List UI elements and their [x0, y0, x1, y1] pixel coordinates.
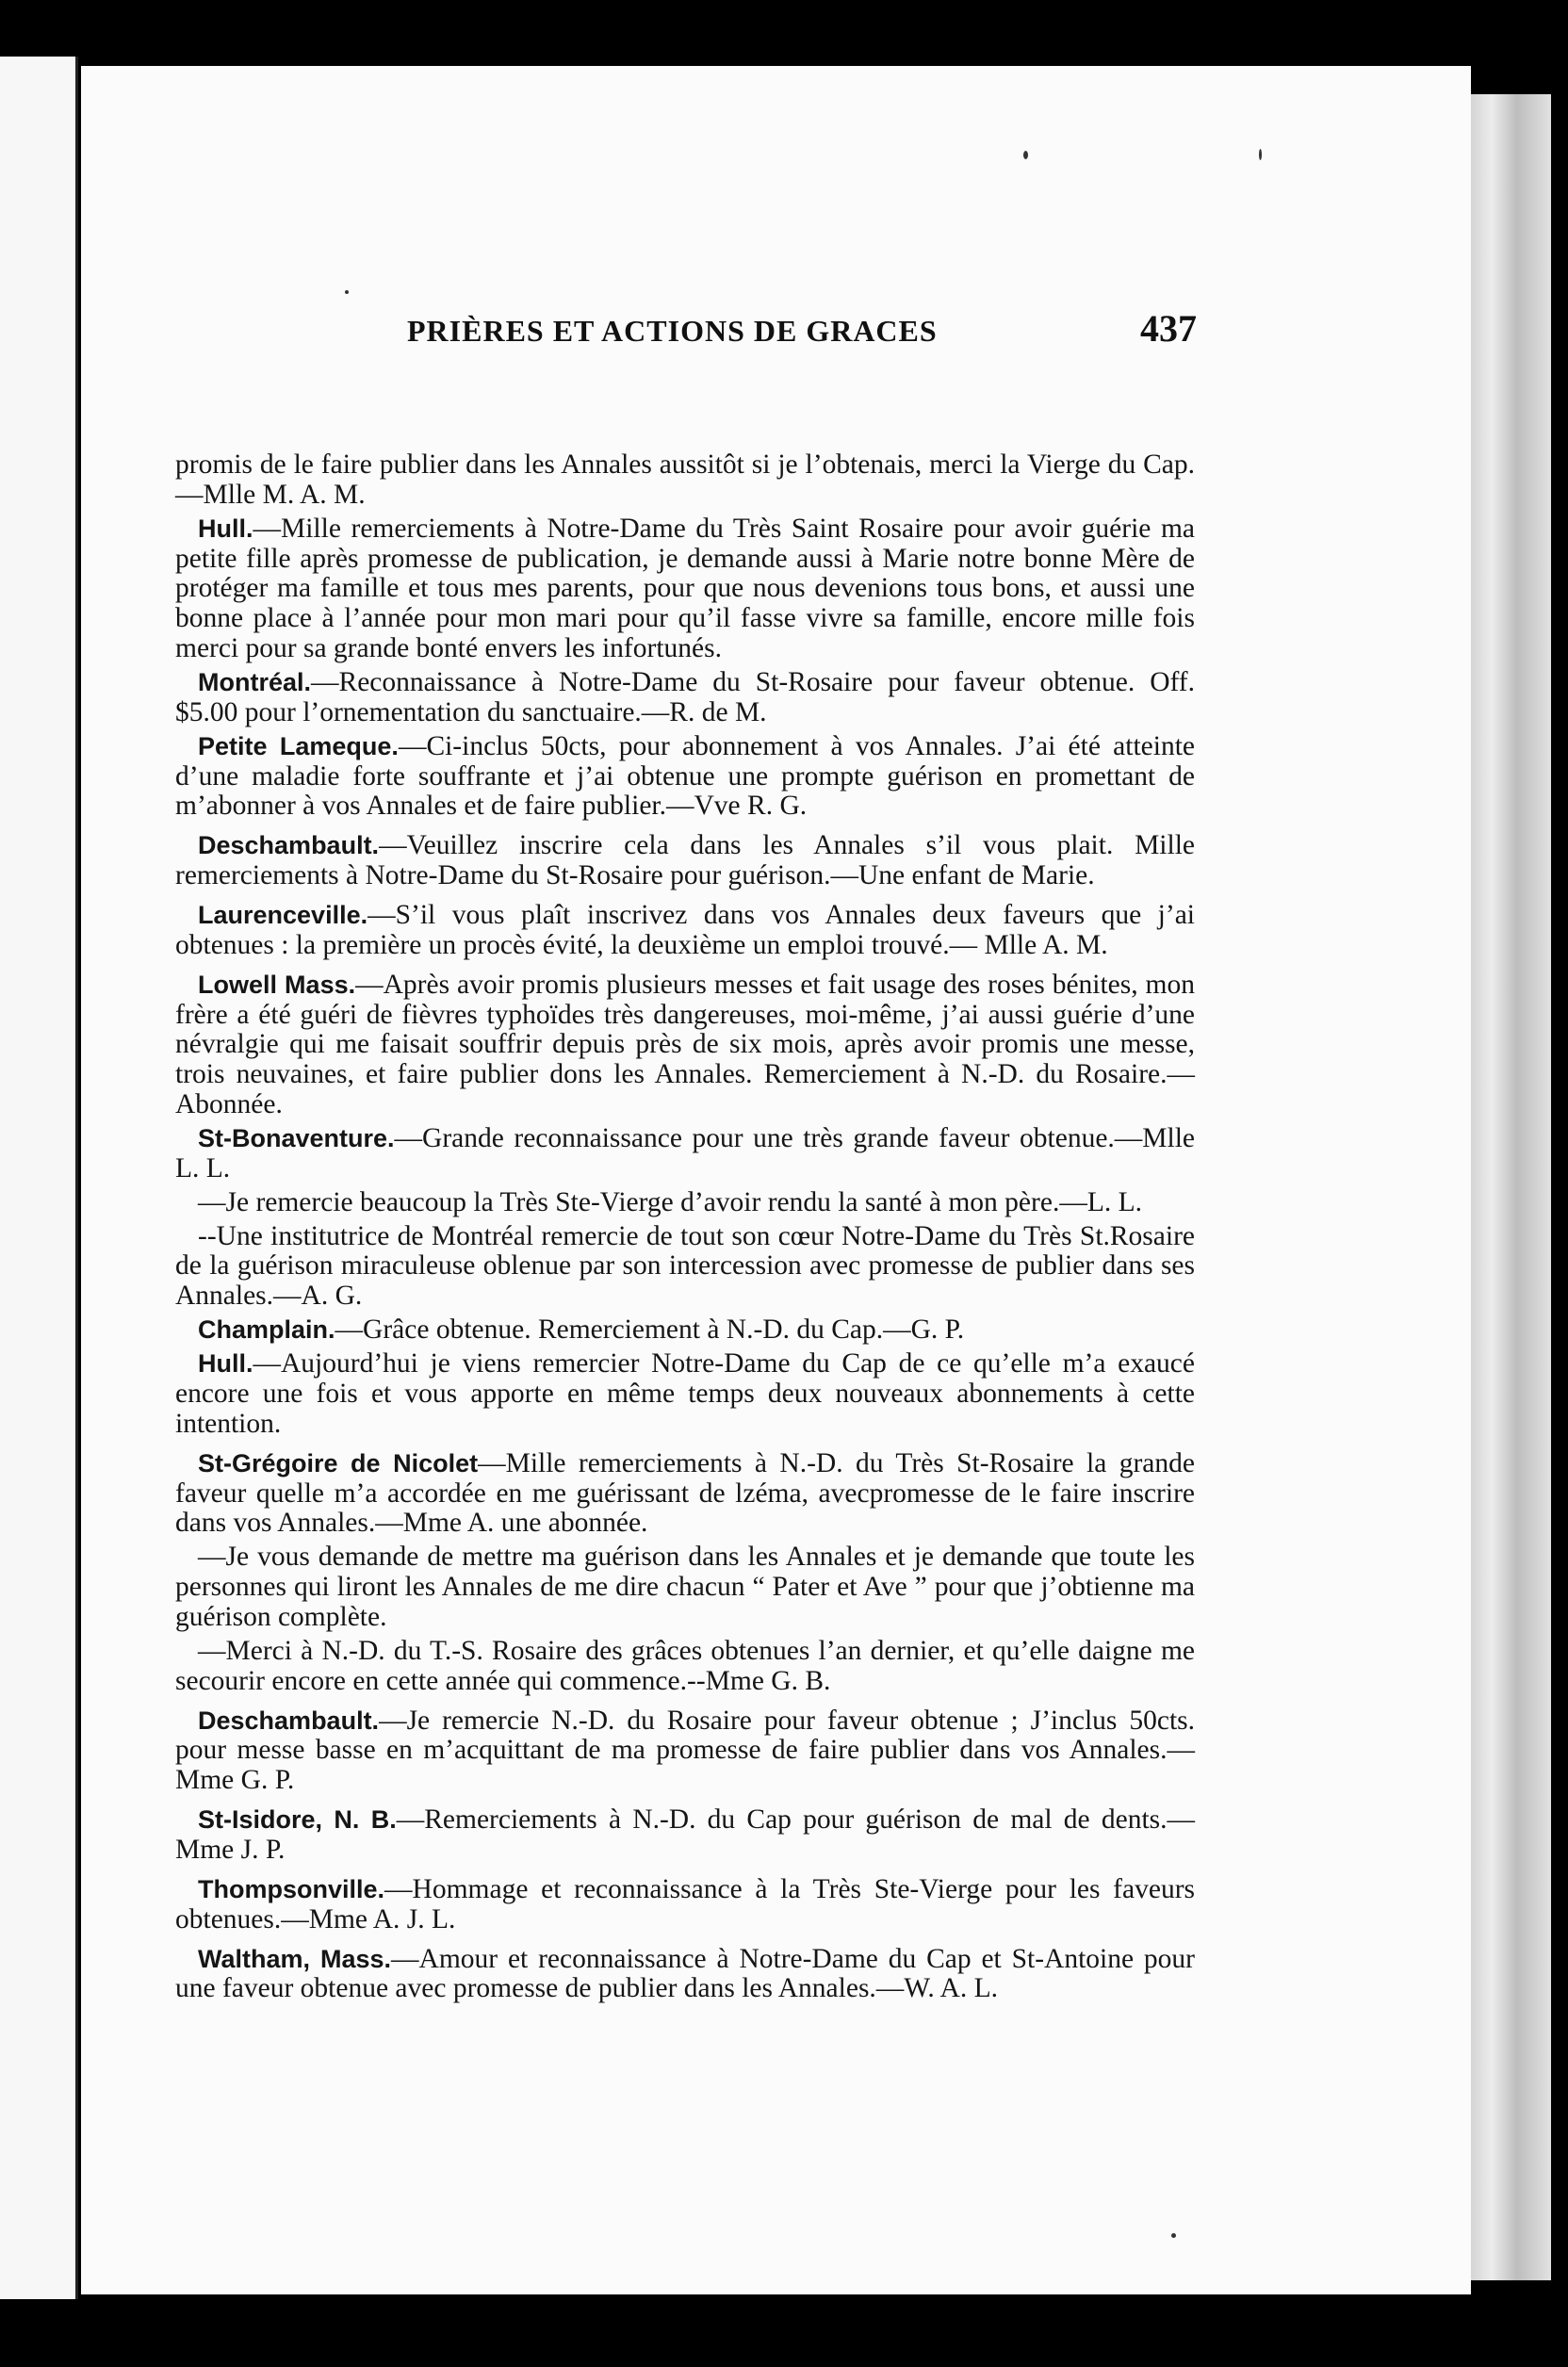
entry-text: —Hommage et reconnaissance à la Très Ste-Vierge pour les faveurs obtenues.—Mme A. J. L. [175, 1873, 1195, 1934]
body-text [175, 450, 1195, 2008]
entry-merci-rosaire [175, 1637, 1195, 1697]
entry-st-isidore [175, 1805, 1195, 1866]
entry-text: —Grâce obtenue. Remerciement à N.-D. du Cap.—G. P. [335, 1314, 965, 1346]
entry-place: Champlain. [198, 1315, 335, 1345]
entry-text: —S’il vous plaît inscrivez dans vos Annales deux faveurs que j’ai obtenues : la première un procès évité, la deuxième un emploi trouvé.— Mlle A. M. [175, 900, 1195, 960]
entry-place: Petite Lameque. [198, 731, 399, 760]
entry-continuation [175, 450, 1195, 511]
entry-hull-1 [175, 514, 1195, 664]
entry-laurenceville [175, 901, 1195, 961]
running-title: PRIÈRES ET ACTIONS DE GRACES [407, 314, 938, 348]
entry-place: Waltham, Mass. [198, 1944, 392, 1973]
entry-place: St-Bonaventure. [198, 1124, 395, 1153]
entry-text: —Aujourd’hui je viens remercier Notre-Dame du Cap de ce qu’elle m’a exaucé encore une fois et vous apporte en même temps deux nouveaux abonnements à cette intention. [175, 1348, 1195, 1439]
left-page-edge [0, 57, 78, 2299]
entry-text: —Amour et reconnaissance à Notre-Dame du Cap et St-Antoine pour une faveur obtenue avec promesse de publier dans les Annales.—W. A. L. [175, 1943, 1195, 2004]
ink-speck [1259, 149, 1262, 160]
entry-text: —Après avoir promis plusieurs messes et fait usage des roses bénites, mon frère a été guéri de fièvres typhoïdes très dangereuses, moi-même, j’ai aussi guérie d’une névralgie qui me faisait souffrir depuis près de six mois, après avoir promis une messe, trois neuvaines, et faire publier dons les Annales. Remerciement à N.-D. du Rosaire.—Abonnée. [175, 969, 1195, 1120]
entry-lowell [175, 971, 1195, 1120]
entry-text: —Remerciements à N.-D. du Cap pour guérison de mal de dents.—Mme J. P. [175, 1804, 1195, 1865]
entry-text: —Mille remerciements à Notre-Dame du Très Saint Rosaire pour avoir guérie ma petite fille après promesse de publication, je demande aussi à Marie notre bonne Mère de protéger ma famille et tous mes parents, pour que nous devenions tous bons, et aussi une bonne place à l’année pour mon mari pour qu’il fasse vivre sa famille, encore mille fois merci pour sa grande bonté envers les infortunés. [175, 513, 1195, 664]
entry-remerciement-pere [175, 1188, 1195, 1218]
entry-text: —Je remercie N.-D. du Rosaire pour faveur obtenue ; J’inclus 50cts. pour messe basse en m’acquittant de ma promesse de faire publier dans vos Annales.—Mme G. P. [175, 1705, 1195, 1796]
entry-st-gregoire [175, 1449, 1195, 1540]
entry-guerison-complete [175, 1543, 1195, 1633]
entry-thompsonville [175, 1875, 1195, 1935]
entry-champlain [175, 1315, 1195, 1346]
ink-speck [345, 290, 349, 294]
entry-place: Hull. [198, 514, 253, 543]
entry-place: Hull. [198, 1349, 253, 1379]
entry-place: Deschambault. [198, 1706, 380, 1735]
entry-text: —Grande reconnaissance pour une très grande faveur obtenue.—Mlle L. L. [175, 1123, 1195, 1184]
entry-place: Deschambault. [198, 831, 380, 860]
entry-montreal [175, 668, 1195, 728]
entry-deschambault-1 [175, 831, 1195, 891]
entry-institutrice [175, 1222, 1195, 1313]
entry-text: --Une institutrice de Montréal remercie de tout son cœur Notre-Dame du Très St.Rosaire de la guérison miraculeuse oblenue par son intercession avec promesse de publier dans ses Annales.—A. G. [175, 1220, 1195, 1312]
entry-place: St-Isidore, N. B. [198, 1805, 397, 1835]
entry-text: —Reconnaissance à Notre-Dame du St-Rosaire pour faveur obtenue. Off. $5.00 pour l’ornementation du sanctuaire.—R. de M. [175, 667, 1195, 727]
entry-text: —Mille remerciements à N.-D. du Très St-Rosaire la grande faveur quelle m’a accordée en me guérissant de lzéma, avecpromesse de le faire inscrire dans vos Annales.—Mme A. une abonnée. [175, 1447, 1195, 1539]
page-number: 437 [1140, 307, 1197, 350]
entry-place: Lowell Mass. [198, 970, 356, 999]
entry-text: —Ci-inclus 50cts, pour abonnement à vos Annales. J’ai été atteinte d’une maladie forte souffrante et j’ai obtenue une prompte guérison en promettant de m’abonner à vos Annales et de faire publier.—Vve R. G. [175, 730, 1195, 822]
entry-place: Thompsonville. [198, 1874, 385, 1903]
entry-place: Laurenceville. [198, 901, 368, 930]
entry-st-bonaventure [175, 1124, 1195, 1184]
book-page-edges [1466, 94, 1551, 2280]
entry-petite-lameque [175, 732, 1195, 823]
entry-text: —Je remercie beaucoup la Très Ste-Vierge d’avoir rendu la santé à mon père.—L. L. [198, 1186, 1142, 1217]
entry-text: —Je vous demande de mettre ma guérison dans les Annales et je demande que toute les personnes qui liront les Annales de me dire chacun “ Pater et Ave ” pour que j’obtienne ma guérison complète. [175, 1542, 1195, 1632]
ink-speck [1171, 2233, 1176, 2238]
page-header [320, 306, 1197, 353]
entry-deschambault-2 [175, 1706, 1195, 1797]
entry-hull-2 [175, 1349, 1195, 1440]
entry-text: promis de le faire publier dans les Annales aussitôt si je l’obtenais, merci la Vierge du Cap.—Mlle M. A. M. [175, 449, 1195, 510]
entry-place: Montréal. [198, 668, 312, 697]
entry-waltham [175, 1945, 1195, 2005]
ink-speck [1023, 151, 1028, 159]
entry-place: St-Grégoire de Nicolet [198, 1448, 479, 1477]
entry-text: —Veuillez inscrire cela dans les Annales s’il vous plait. Mille remerciements à Notre-Dame du St-Rosaire pour guérison.—Une enfant de Marie. [175, 830, 1195, 891]
entry-text: —Merci à N.-D. du T.-S. Rosaire des grâces obtenues l’an dernier, et qu’elle daigne me secourir encore en cette année qui commence.--Mme G. B. [175, 1635, 1195, 1696]
